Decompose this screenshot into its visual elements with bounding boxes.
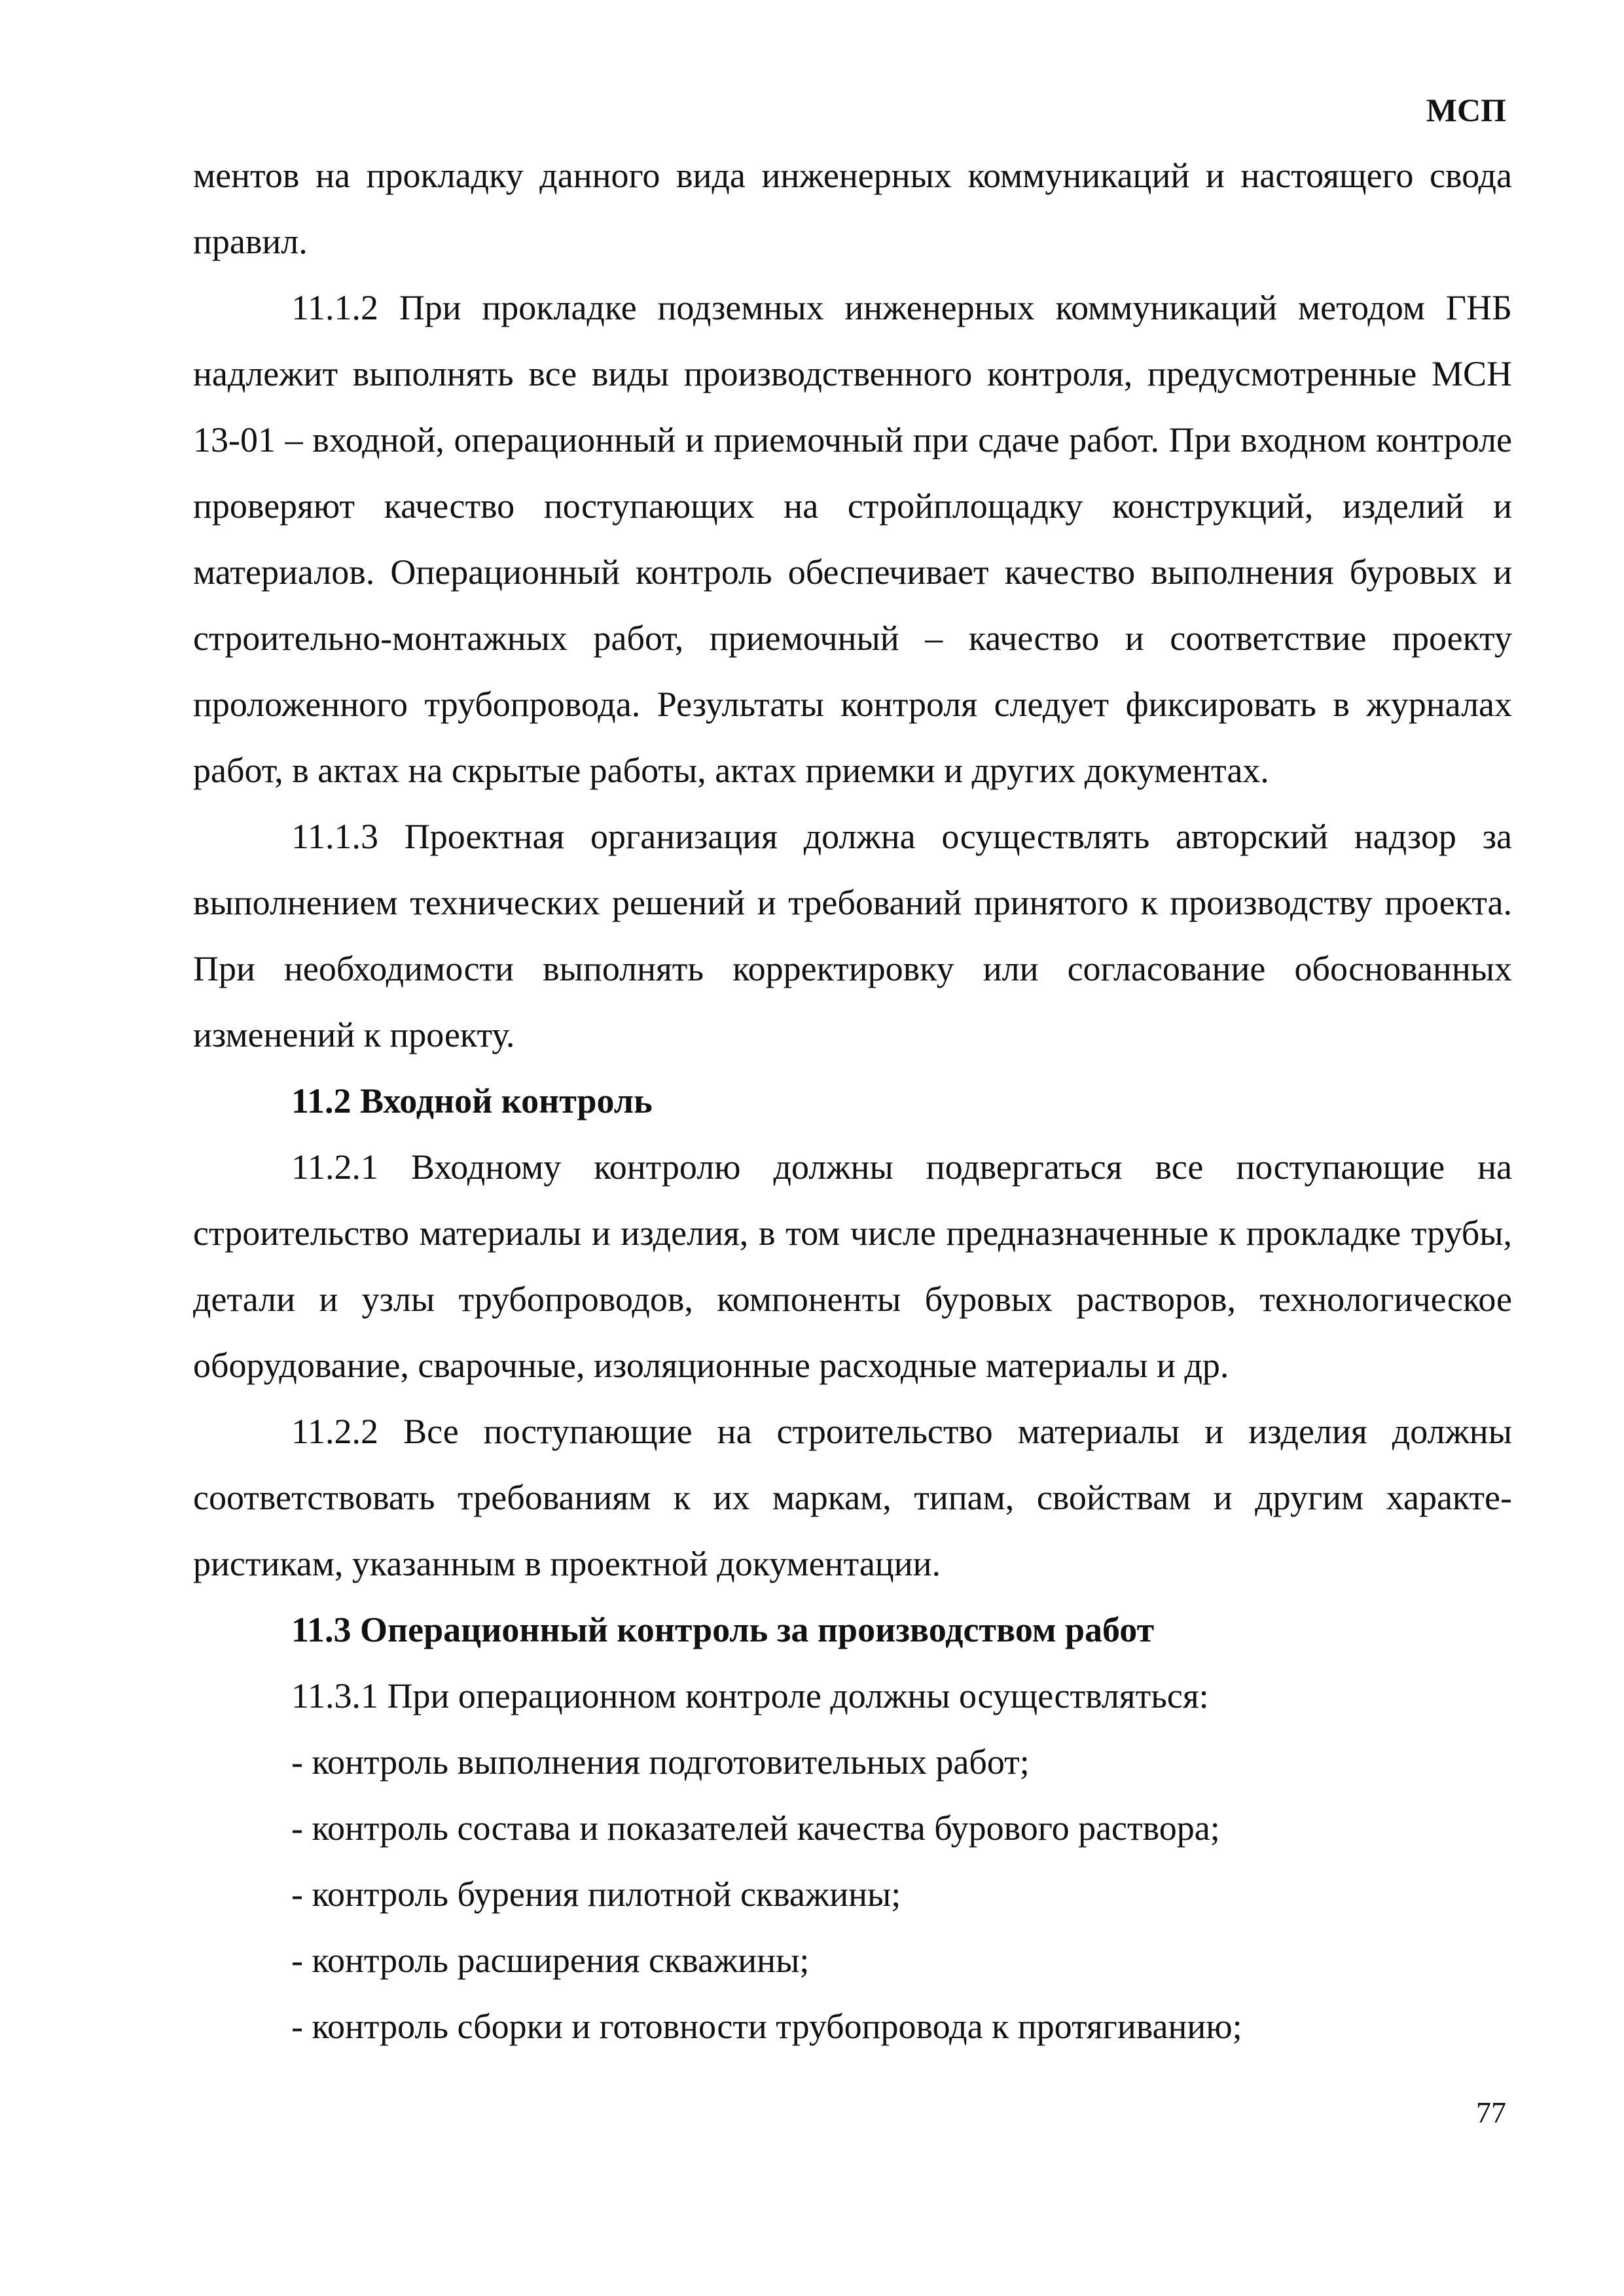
section-heading-11-3: 11.3 Операционный контроль за производством работ xyxy=(291,1610,1155,1649)
list-item: - контроль состава и показателей качества бурового раствора; xyxy=(291,1808,1220,1848)
paragraph-11-1-3: 11.1.3 Проектная организация должна осуществлять авторский надзор за выполнением технических решений и требований принятого к производству проекта. При необходимости выполнять корректировку или согласование обоснованных изменений к проекту. xyxy=(193,817,1512,1054)
paragraph-11-1-2: 11.1.2 При прокладке подземных инженерных коммуникаций методом ГНБ надлежит выполнять все виды производственного контроля, предусмотренные МСН 13-01 – входной, операционный и приемочный при сдаче работ. При входном контроле проверяют качество поступающих на стройплощадку конструкций, изделий и материалов. Операционный контроль обеспечивает качество выполнения буровых и строительно-монтажных работ, приемочный – качество и соответствие проекту проложенного трубопровода. Результаты контроля следует фиксировать в журналах работ, в актах на скрытые работы, актах приемки и других документах. xyxy=(193,288,1512,790)
paragraph-11-2-1: 11.2.1 Входному контролю должны подвергаться все поступающие на строительство материалы и изделия, в том числе предназначенные к прокладке трубы, детали и узлы трубопроводов, компоненты буровых растворов, технологическое оборудование, сварочные, изоляционные расходные материалы и др. xyxy=(193,1147,1512,1385)
list-item: - контроль сборки и готовности трубопровода к протягиванию; xyxy=(291,2007,1242,2046)
list-item: - контроль бурения пилотной скважины; xyxy=(291,1874,901,1914)
list-item: - контроль выполнения подготовительных работ; xyxy=(291,1742,1030,1782)
section-heading-11-2: 11.2 Входной контроль xyxy=(291,1081,653,1121)
paragraph-11-3-1: 11.3.1 При операционном контроле должны осуществляться: xyxy=(291,1676,1209,1715)
paragraph-continuation: ментов на прокладку данного вида инженерных коммуникаций и настоящего свода правил. xyxy=(193,156,1512,261)
page-number: 77 xyxy=(1476,2096,1506,2129)
page-body xyxy=(193,143,1512,2060)
paragraph-11-2-2: 11.2.2 Все поступающие на строительство материалы и изделия должны соответствовать требованиям к их маркам, типам, свойствам и другим характеристикам, указанным в проектной документации. xyxy=(193,1412,1512,1583)
list-item: - контроль расширения скважины; xyxy=(291,1941,810,1980)
document-code: МСП xyxy=(1426,92,1506,128)
